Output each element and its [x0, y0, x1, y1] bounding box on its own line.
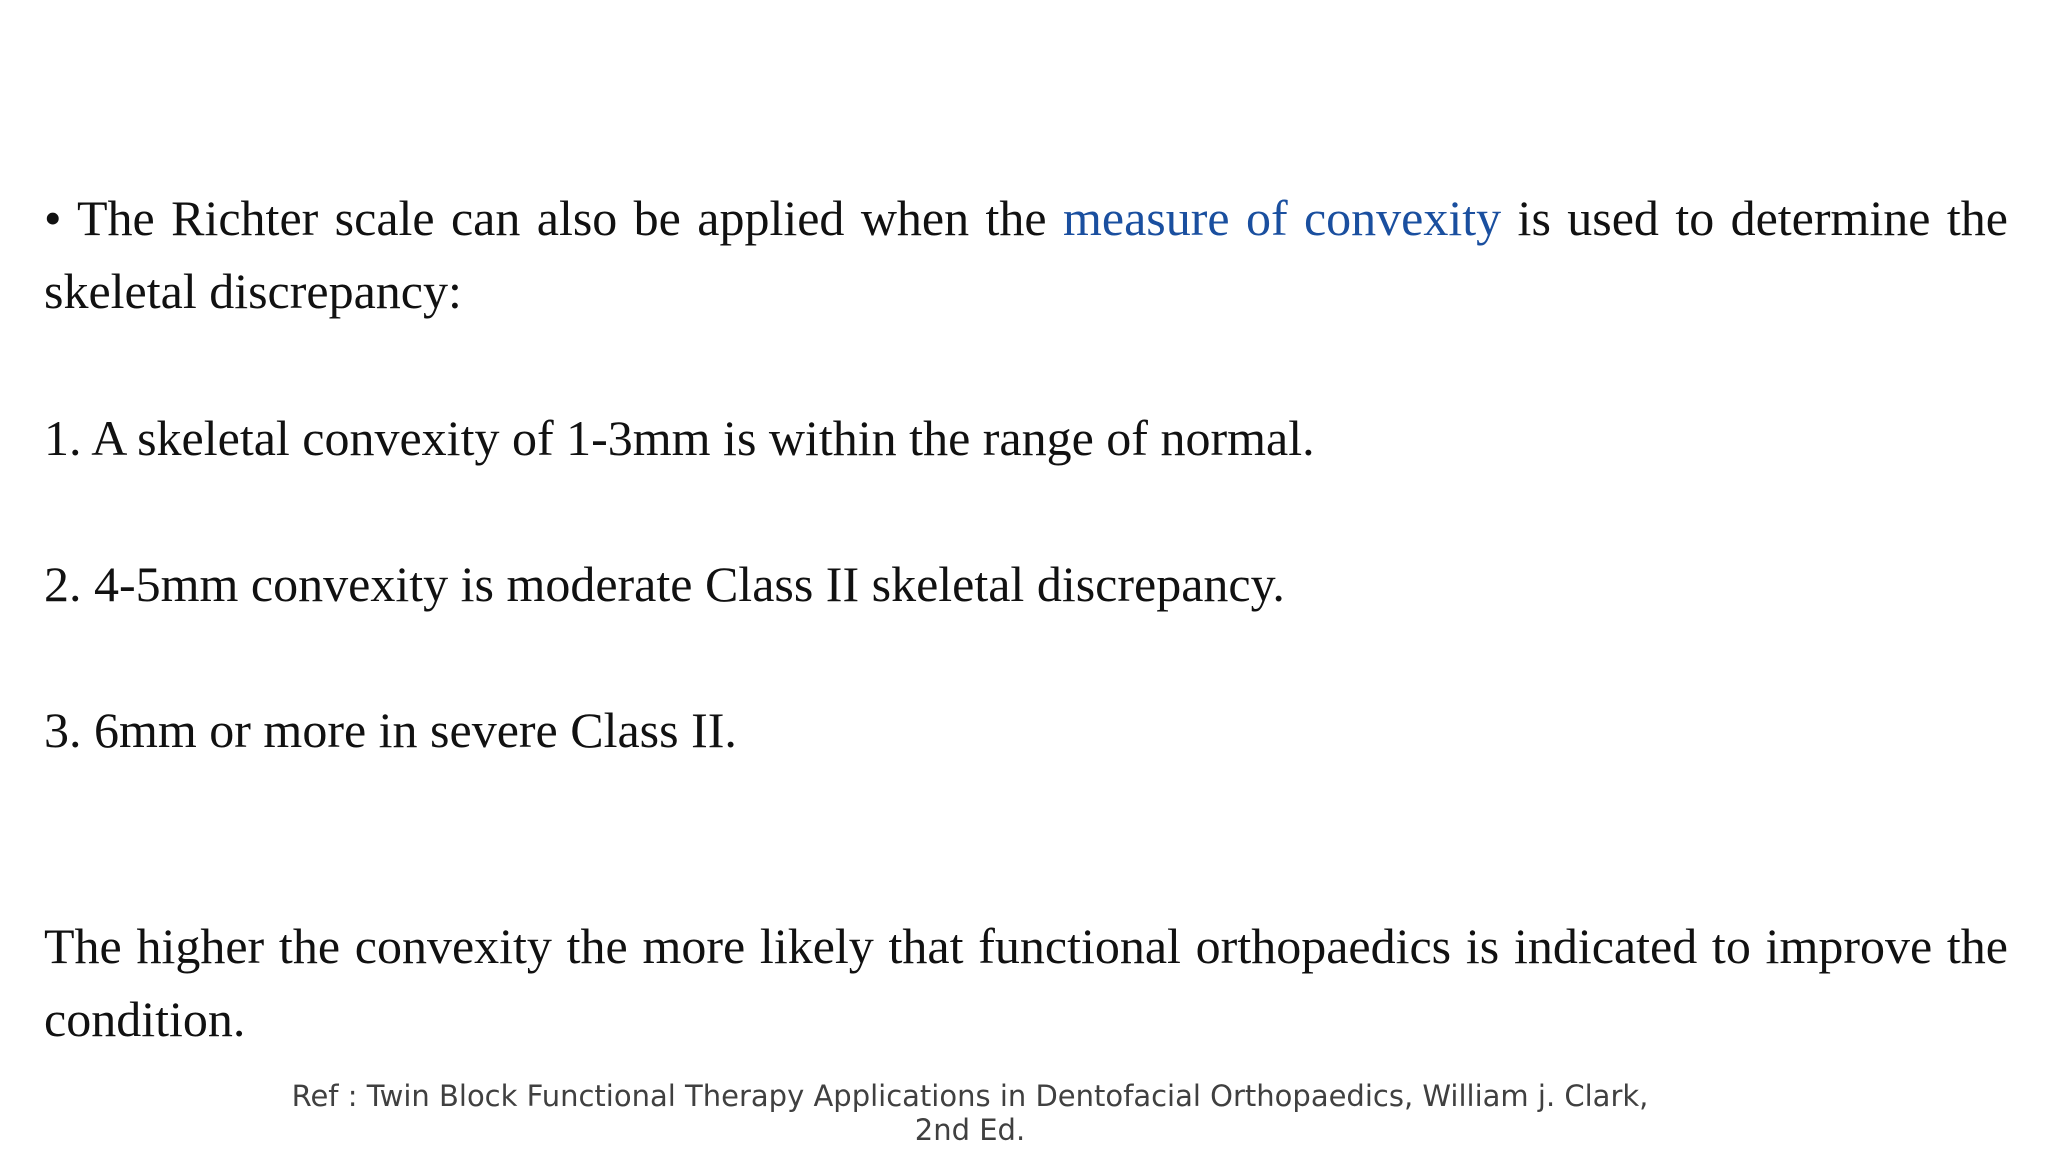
- reference-line-1: Ref : Twin Block Functional Therapy Applications in Dentofacial Orthopaedics, William j. Clark,: [291, 1079, 1649, 1113]
- list-item-2: 2. 4-5mm convexity is moderate Class II skeletal discrepancy.: [44, 556, 1285, 612]
- conclusion-paragraph: The higher the convexity the more likely that functional orthopaedics is indicated to improve the condition.: [44, 918, 2008, 1047]
- list-item-1: 1. A skeletal convexity of 1-3mm is within the range of normal.: [44, 410, 1315, 466]
- intro-text-before: The Richter scale can also be applied when the: [77, 190, 1047, 246]
- reference-line-2: 2nd Ed.: [914, 1113, 1026, 1147]
- highlighted-term: measure of convexity: [1062, 190, 1502, 246]
- intro-paragraph: [44, 182, 2008, 328]
- bullet: •: [44, 190, 62, 246]
- reference-citation: [270, 1079, 1670, 1147]
- intro-text-after: is used to determine the skeletal discrepancy:: [44, 190, 2008, 319]
- list-item-3: 3. 6mm or more in severe Class II.: [44, 702, 737, 758]
